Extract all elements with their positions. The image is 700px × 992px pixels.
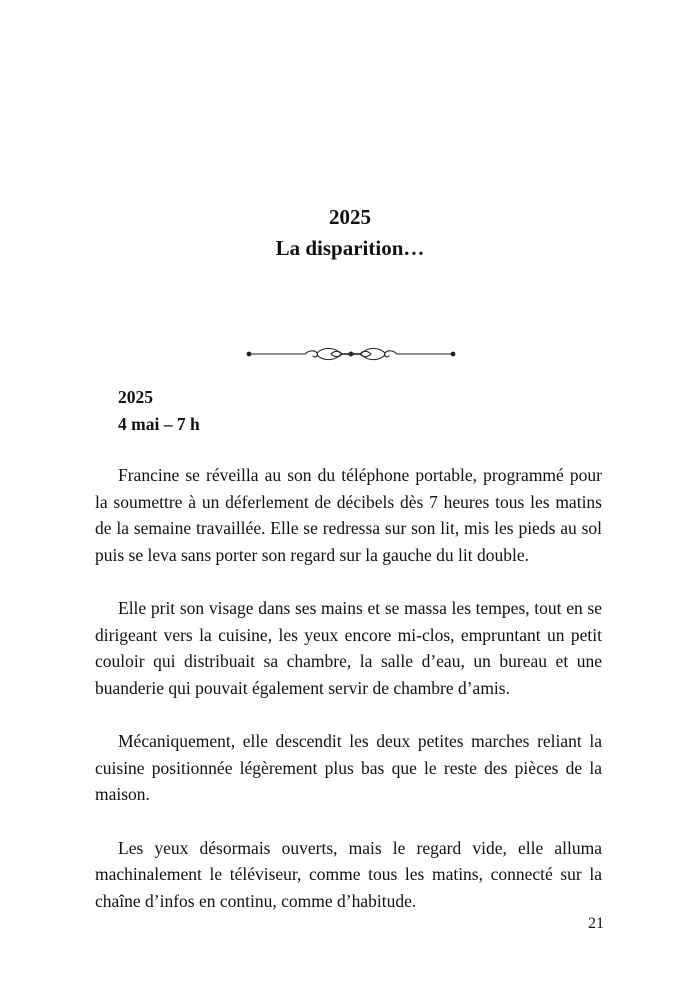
section-datetime: 4 mai – 7 h	[118, 414, 200, 434]
paragraph: Les yeux désormais ouverts, mais le regard vide, elle alluma machinalement le téléviseur, comme tous les matins, connecté sur la chaîne d’infos en continu, comme d’habitude.	[95, 837, 602, 911]
paragraph: Mécaniquement, elle descendit les deux petites marches reliant la cuisine positionnée légèrement plus bas que le reste des pièces de la maison.	[95, 731, 602, 804]
section-year: 2025	[118, 387, 153, 407]
chapter-header	[0, 203, 700, 262]
chapter-title: La disparition…	[275, 236, 425, 260]
paragraph: Francine se réveilla au son du téléphone portable, programmé pour la soumettre à un déferlement de décibels dès 7 heures tous les matins de la semaine travaillée. Elle se redressa sur son lit, mis les pieds au sol puis se leva sans porter son regard sur la gauche du lit double.	[95, 465, 602, 565]
flourish-divider-icon	[243, 343, 459, 365]
page-number: 21	[588, 915, 604, 932]
paragraph: Elle prit son visage dans ses mains et se massa les tempes, tout en se dirigeant vers la cuisine, les yeux encore mi-clos, empruntant un petit couloir qui distribuait sa chambre, la salle d’eau, un bureau et une buanderie qui pouvait également servir de chambre d’amis.	[95, 598, 602, 698]
body-text	[95, 462, 602, 941]
chapter-year: 2025	[329, 205, 371, 229]
section-heading	[118, 384, 200, 438]
